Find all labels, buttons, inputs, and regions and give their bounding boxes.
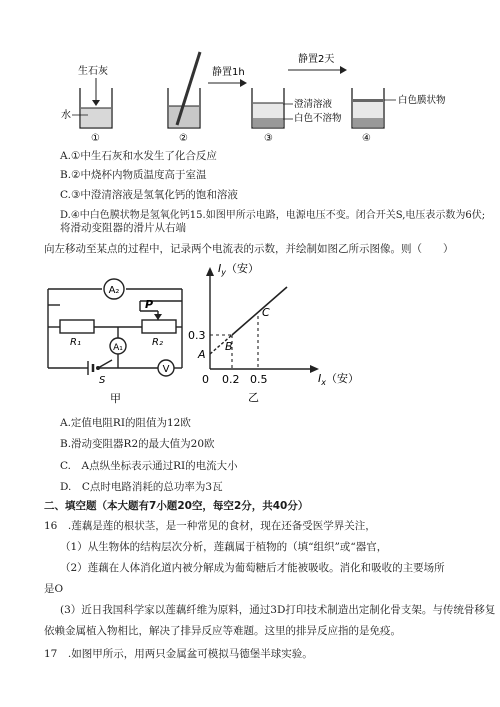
origin-label: 0 [202, 373, 209, 386]
white-film-label: 白色膜状物 [398, 95, 446, 106]
q15-option-a: A.定值电阻RI的阻值为12欧 [60, 417, 191, 429]
beaker-3 [252, 88, 284, 128]
beaker-3-number: ③ [264, 133, 273, 144]
white-insoluble-label: 白色不溶物 [294, 113, 342, 124]
section-2-header: 二、填空题（本大题有7小题20空，每空2分，共40分） [44, 500, 309, 512]
q14-option-a: A.①中生石灰和水发生了化合反应 [60, 150, 217, 162]
svg-text:V: V [162, 364, 170, 375]
q16-part-3-cont: 依赖金属植入物相比，解决了排异反应等难题。这里的排异反应指的是免疫。 [44, 625, 401, 637]
x-tick-0.5: 0.5 [250, 373, 268, 386]
stand-2d-label: 静置2天 [298, 54, 335, 65]
clear-solution-label: 澄清溶液 [294, 99, 333, 110]
r1-label: R₁ [70, 337, 81, 348]
stand-1h-label: 静置1h [212, 67, 245, 78]
q14-option-c: C.③中澄清溶液是氢氧化钙的饱和溶液 [60, 189, 238, 201]
q15-option-d: D. C点时电路消耗的总功率为3瓦 [60, 481, 223, 493]
beaker-2 [168, 88, 200, 128]
y-axis-label: $I_y$（安） [218, 262, 259, 277]
beaker-1-number: ① [91, 133, 100, 144]
q16-part-1: （1）从生物体的结构层次分析，莲藕属于植物的（填“组织”或“器官， [60, 541, 388, 553]
svg-text:A₁: A₁ [113, 343, 123, 353]
r2-label: R₂ [152, 337, 163, 348]
beaker-4 [352, 88, 384, 128]
q15-option-c: C. A点纵坐标表示通过RI的电流大小 [60, 460, 238, 472]
q14-option-d: D.④中白色膜状物是氢氧化钙15.如图甲所示电路，电源电压不变。闭合开关S,电压表示数为6伏; [60, 210, 486, 221]
beaker-4-number: ④ [362, 133, 371, 144]
q14-option-b: B.②中烧杯内物质温度高于室温 [60, 169, 207, 181]
svg-text:A₂: A₂ [108, 285, 120, 296]
q17-stem: 17 .如图甲所示，用两只金属盆可模拟马德堡半球实验。 [44, 648, 313, 660]
beaker-2-number: ② [179, 133, 188, 144]
quicklime-label: 生石灰 [78, 66, 108, 77]
graph-caption: 乙 [248, 391, 259, 404]
x-tick-0.2: 0.2 [222, 373, 240, 386]
switch-pivot [96, 366, 100, 370]
q15-option-b: B.滑动变阻器R2的最大值为20欧 [60, 438, 215, 450]
point-c-label: C [262, 306, 270, 319]
point-a-label: A [198, 348, 206, 361]
line-b-to-c [232, 287, 287, 335]
x-axis-label: $I_x$（安） [318, 372, 359, 387]
q16-part-2: （2）莲藕在人体消化道内被分解成为葡萄糖后才能被吸收。消化和吸收的主要场所 [60, 562, 445, 574]
current-graph [188, 262, 362, 412]
circuit-diagram [0, 265, 200, 410]
slider-p-label: P [145, 298, 154, 311]
q16-part-2-cont: 是O [44, 583, 64, 595]
switch-s-label: S [99, 375, 106, 386]
q15-stem-line1b: 将滑动变阻器的滑片从右端 [60, 222, 186, 234]
q16-stem: 16 .莲藕是莲的根状茎，是一种常见的食材，现在还备受医学界关注， [44, 520, 376, 532]
circuit-caption: 甲 [110, 392, 121, 405]
q16-part-3: (3）近日我国科学家以莲藕纤维为原料，通过3D打印技术制造出定制化骨支架。与传统骨移复 [60, 604, 496, 616]
point-b-label: B [225, 340, 233, 353]
water-label: 水 [61, 110, 71, 121]
beaker-experiment-figure [0, 0, 500, 145]
q15-stem-line2: 向左移动至某点的过程中，记录两个电流表的示数，并绘制如图乙所示图像。则（ ） [44, 243, 454, 255]
y-tick-0.3: 0.3 [188, 329, 206, 342]
